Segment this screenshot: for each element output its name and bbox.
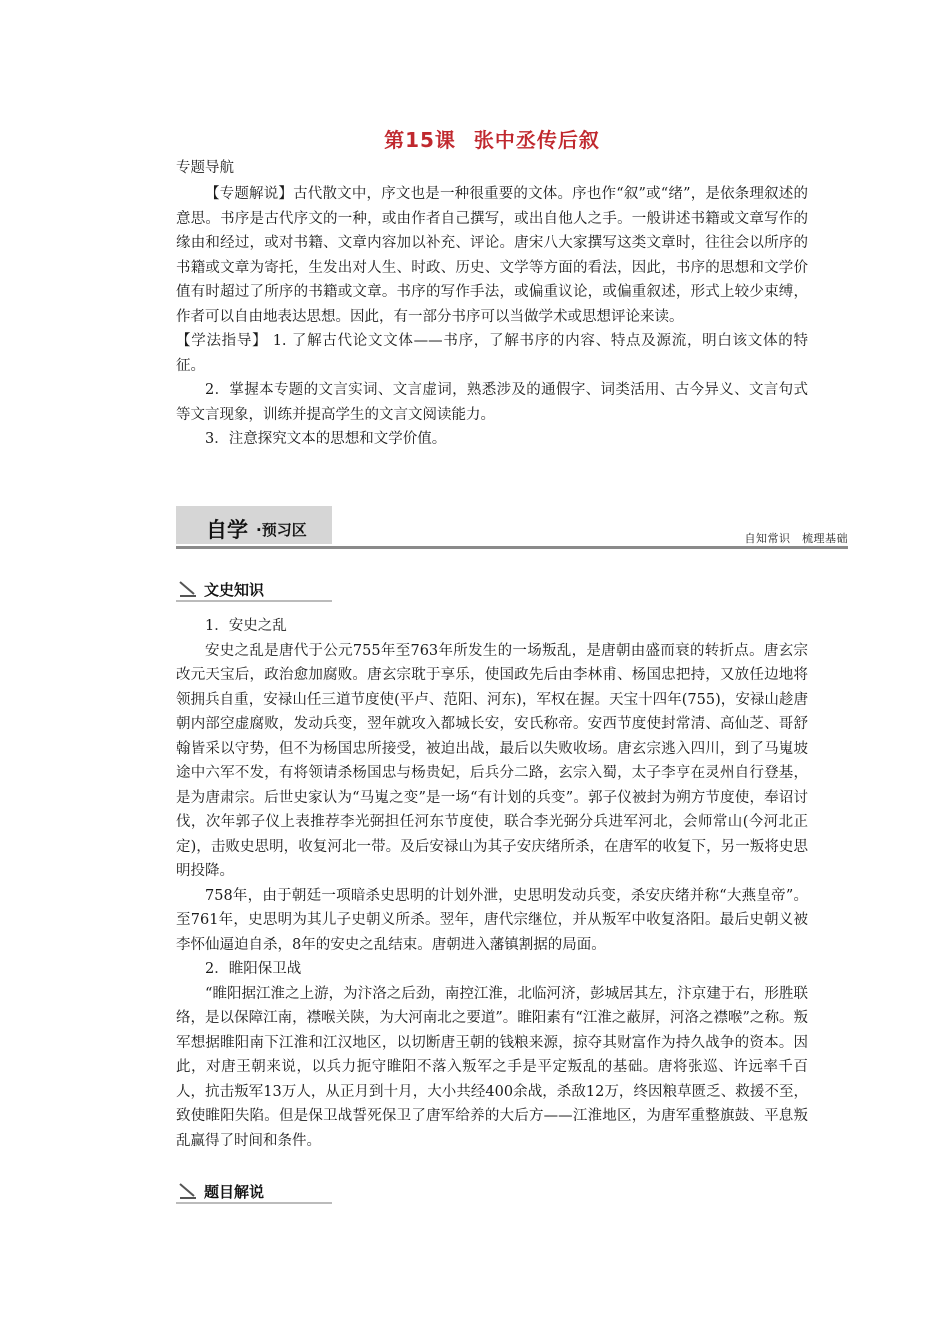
section-topic-header bbox=[176, 1178, 332, 1206]
item1-paragraph-1: 安史之乱是唐代于公元755年至763年所发生的一场叛乱，是唐朝由盛而衰的转折点。唐玄宗改元天宝后，政治愈加腐败。唐玄宗耽于享乐，使国政先后由李林甫、杨国忠把持，又放任边地将领拥兵自重，安禄山任三道节度使(平卢、范阳、河东)，军权在握。天宝十四年(755)，安禄山趁唐朝内部空虚腐败，发动兵变，翌年就攻入都城长安，安氏称帝。安西节度使封常清、高仙芝、哥舒翰皆采以守势，但不为杨国忠所接受，被迫出战，最后以失败收场。唐玄宗逃入四川，到了马嵬坡途中六军不发，有将领请杀杨国忠与杨贵妃，后兵分二路，玄宗入蜀，太子李亨在灵州自行登基，是为唐肃宗。后世史家认为“马嵬之变”是一场“有计划的兵变”。郭子仪被封为朔方节度使，奉诏讨伐，次年郭子仪上表推荐李光弼担任河东节度使，联合李光弼分兵进军河北，会师常山(今河北正定)，击败史思明，收复河北一带。及后安禄山为其子安庆绪所杀，在唐军的收复下，另一叛将史思明投降。 bbox=[176, 642, 808, 879]
banner-rule bbox=[176, 546, 848, 549]
method-paragraph-2: 2．掌握本专题的文言实词、文言虚词，熟悉涉及的通假字、词类活用、古今异义、文言句式等文言现象，训练并提高学生的文言文阅读能力。 bbox=[176, 382, 808, 423]
section-marker-icon bbox=[178, 580, 198, 598]
method-tag: 【学法指导】 bbox=[176, 333, 268, 349]
banner-box bbox=[176, 506, 332, 544]
method-paragraph-1 bbox=[176, 329, 808, 378]
method-paragraph-3: 3．注意探究文本的思想和文学价值。 bbox=[205, 431, 447, 447]
section-underline bbox=[176, 1202, 332, 1204]
history-section bbox=[176, 614, 808, 1153]
lesson-name: 张中丞传后叙 bbox=[473, 128, 600, 152]
intro-tag: 【专题解说】 bbox=[205, 186, 294, 202]
banner-title: 自学 bbox=[206, 518, 248, 542]
section-history-header bbox=[176, 576, 332, 604]
method-1-text: 1. 了解古代论文文体——书序，了解书序的内容、特点及源流，明白该文体的特征。 bbox=[176, 333, 809, 374]
item2-paragraph-1: “睢阳据江淮之上游，为汴洛之后劲，南控江淮，北临河济，彭城居其左，汴京建于右，形胜联络，是以保障江南，襟喉关陕，为大河南北之要道”。睢阳素有“江淮之蔽屏，河洛之襟喉”之称。叛军想据睢阳南下江淮和江汉地区，以切断唐王朝的钱粮来源，掠夺其财富作为持久战争的资本。因此，对唐王朝来说，以兵力扼守睢阳不落入叛军之手是平定叛乱的基础。唐将张巡、许远率千百人，抗击叛军13万人，从正月到十月，大小共经400余战，杀敌12万，终因粮草匮乏、救援不至，致使睢阳失陷。但是保卫战誓死保卫了唐军给养的大后方——江淮地区，为唐军重整旗鼓、平息叛乱赢得了时间和条件。 bbox=[176, 985, 808, 1149]
banner-right-caption: 自知常识 梳理基础 bbox=[744, 532, 848, 545]
lesson-number: 第15课 bbox=[384, 128, 456, 152]
section-history-title: 文史知识 bbox=[204, 581, 265, 599]
self-study-banner bbox=[176, 506, 848, 550]
item2-title: 2．睢阳保卫战 bbox=[205, 961, 302, 977]
banner-subtitle: ·预习区 bbox=[256, 521, 307, 539]
intro-paragraph bbox=[176, 182, 808, 329]
section-marker-icon bbox=[178, 1182, 198, 1200]
lesson-title bbox=[176, 124, 808, 153]
item1-paragraph-2: 758年，由于朝廷一项暗杀史思明的计划外泄，史思明发动兵变，杀安庆绪并称“大燕皇帝”。至761年，史思明为其儿子史朝义所杀。翌年，唐代宗继位，并从叛军中收复洛阳。最后史朝义被李怀仙逼迫自杀，8年的安史之乱结束。唐朝进入藩镇割据的局面。 bbox=[176, 887, 808, 953]
guide-section bbox=[176, 182, 808, 452]
section-topic-title: 题目解说 bbox=[204, 1183, 265, 1201]
item1-title: 1．安史之乱 bbox=[205, 618, 287, 634]
section-underline bbox=[176, 600, 332, 602]
guide-heading: 专题导航 bbox=[176, 160, 234, 176]
intro-text: 古代散文中，序文也是一种很重要的文体。序也作“叙”或“绪”，是依条理叙述的意思。书序是古代序文的一种，或由作者自己撰写，或出自他人之手。一般讲述书籍或文章写作的缘由和经过，或对书籍、文章内容加以补充、评论。唐宋八大家撰写这类文章时，往往会以所序的书籍或文章为寄托，生发出对人生、时政、历史、文学等方面的看法，因此，书序的思想和文学价值有时超过了所序的书籍或文章。书序的写作手法，或偏重议论，或偏重叙述，形式上较少束缚，作者可以自由地表达思想。因此，有一部分书序可以当做学术或思想评论来读。 bbox=[176, 186, 808, 325]
